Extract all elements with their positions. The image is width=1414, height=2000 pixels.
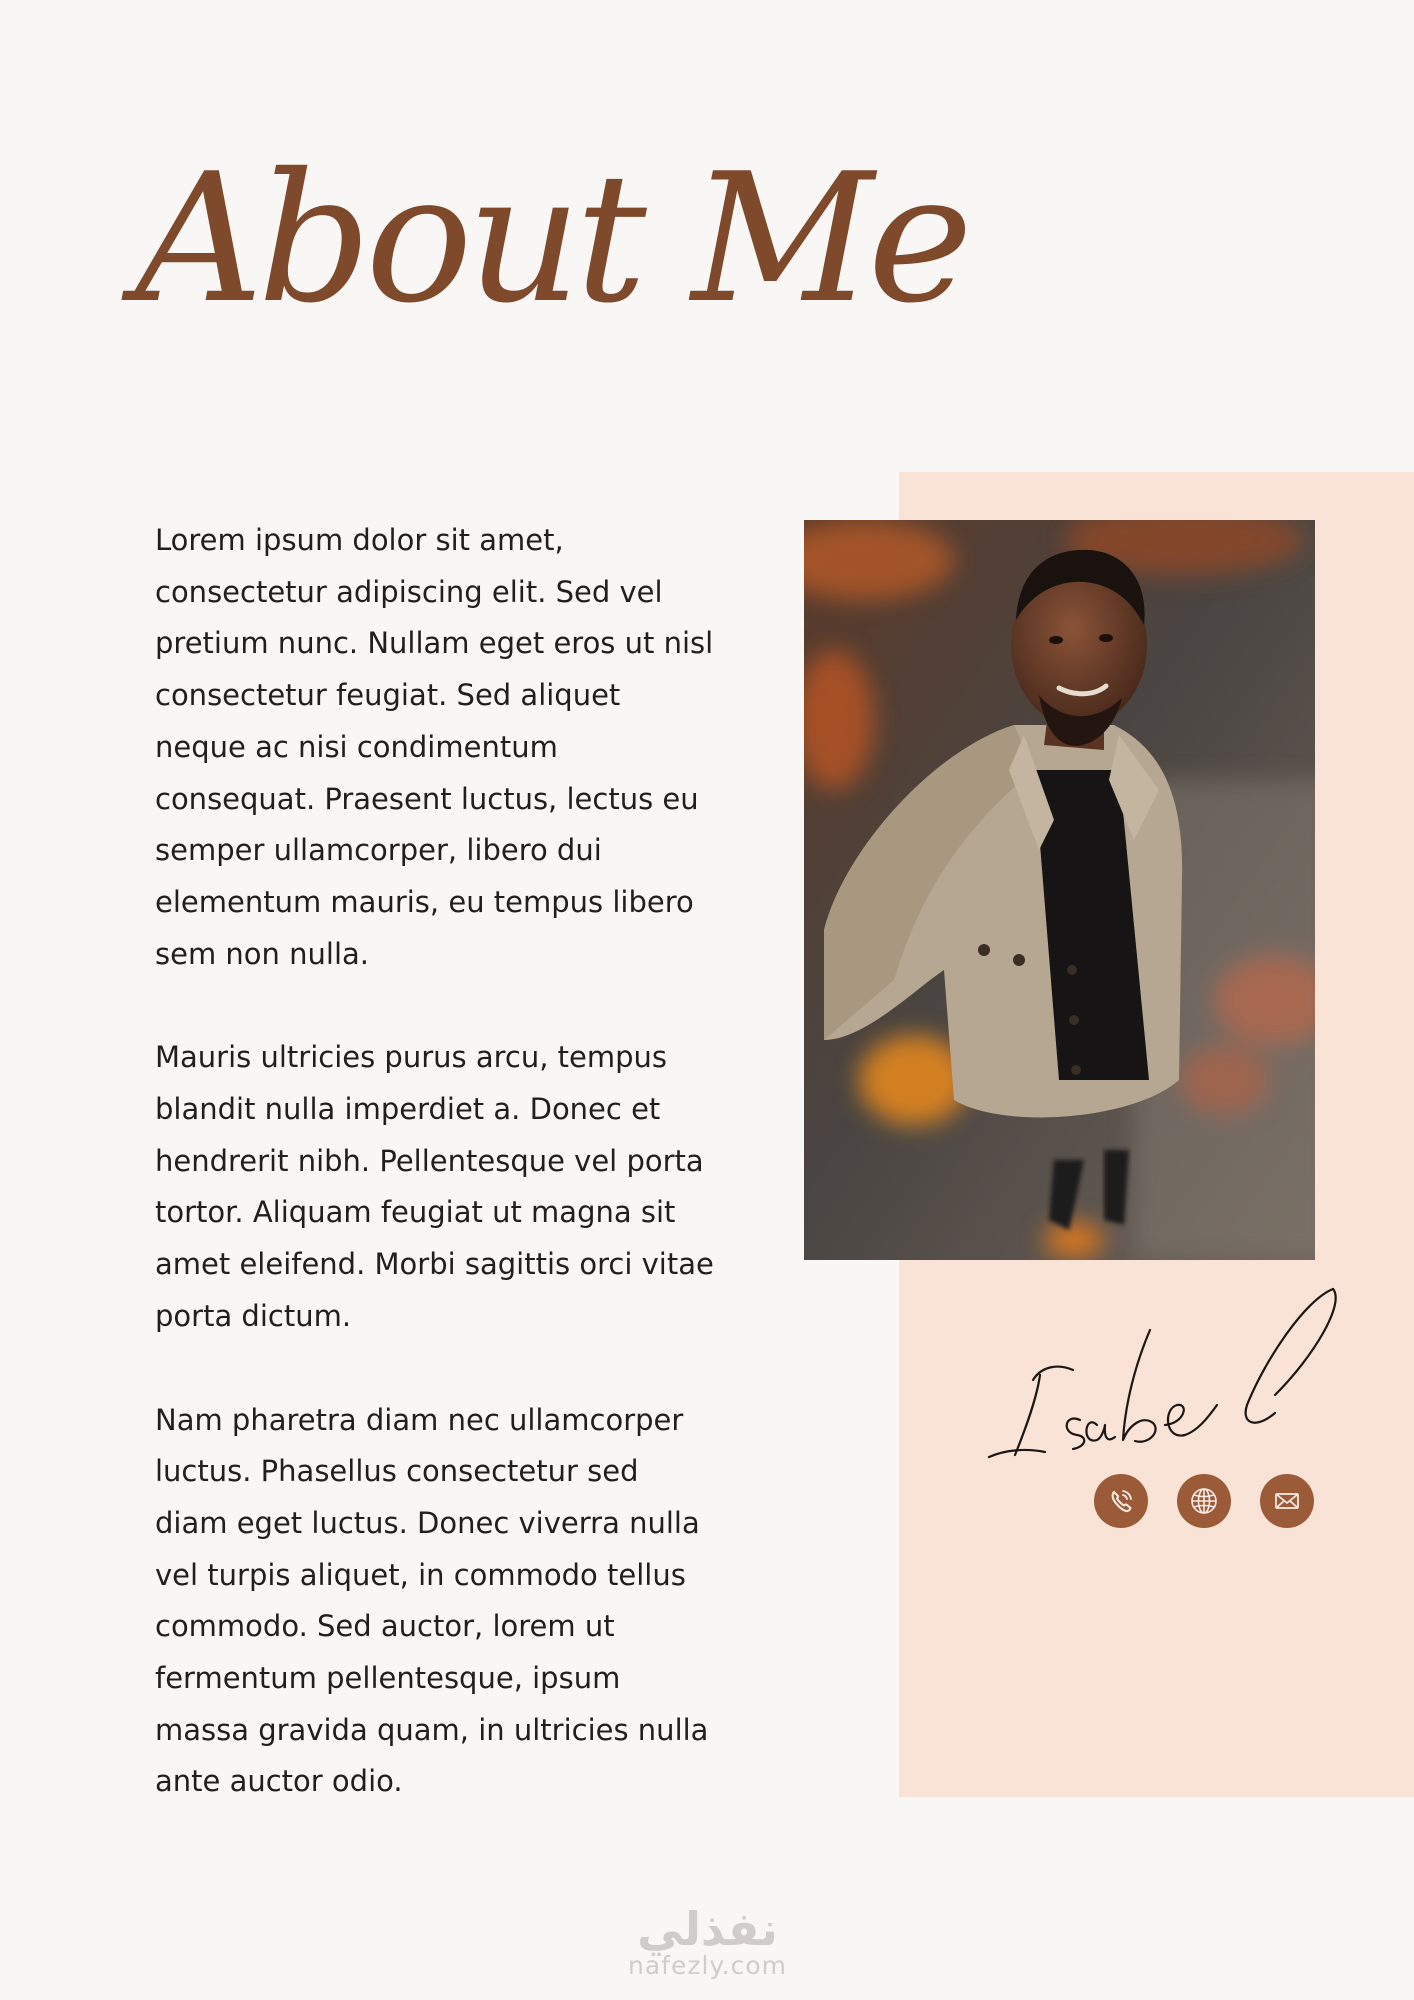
about-body [155, 515, 715, 1860]
website-button[interactable] [1177, 1474, 1231, 1528]
watermark-url: nafezly.com [628, 1951, 787, 1980]
paragraph-2: Mauris ultricies purus arcu, tempus blandit nulla imperdiet a. Donec et hendrerit nibh. Pellentesque vel porta tortor. Aliquam feugiat ut magna sit amet eleifend. Morbi sagittis orci vitae porta dictum. [155, 1040, 714, 1333]
profile-photo [804, 520, 1315, 1260]
mail-icon [1271, 1485, 1303, 1517]
page-title: About Me [135, 135, 968, 342]
watermark [620, 1902, 795, 1980]
email-button[interactable] [1260, 1474, 1314, 1528]
paragraph-1: Lorem ipsum dolor sit amet, consectetur adipiscing elit. Sed vel pretium nunc. Nullam eget eros ut nisl consectetur feugiat. Sed aliquet neque ac nisi condimentum consequat. Praesent luctus, lectus eu semper ullamcorper, libero dui elementum mauris, eu tempus libero sem non nulla. [155, 523, 714, 971]
watermark-brand: نفذلي [637, 1902, 778, 1956]
phone-icon [1105, 1485, 1137, 1517]
signature [985, 1285, 1350, 1465]
paragraph-3: Nam pharetra diam nec ullamcorper luctus. Phasellus consectetur sed diam eget luctus. Donec viverra nulla vel turpis aliquet, in commodo tellus commodo. Sed auctor, lorem ut fermentum pellentesque, ipsum massa gravida quam, in ultricies nulla ante auctor odio. [155, 1402, 709, 1799]
globe-icon [1188, 1485, 1220, 1517]
contact-icons [1094, 1474, 1314, 1528]
signature-artwork [985, 1285, 1350, 1465]
phone-button[interactable] [1094, 1474, 1148, 1528]
